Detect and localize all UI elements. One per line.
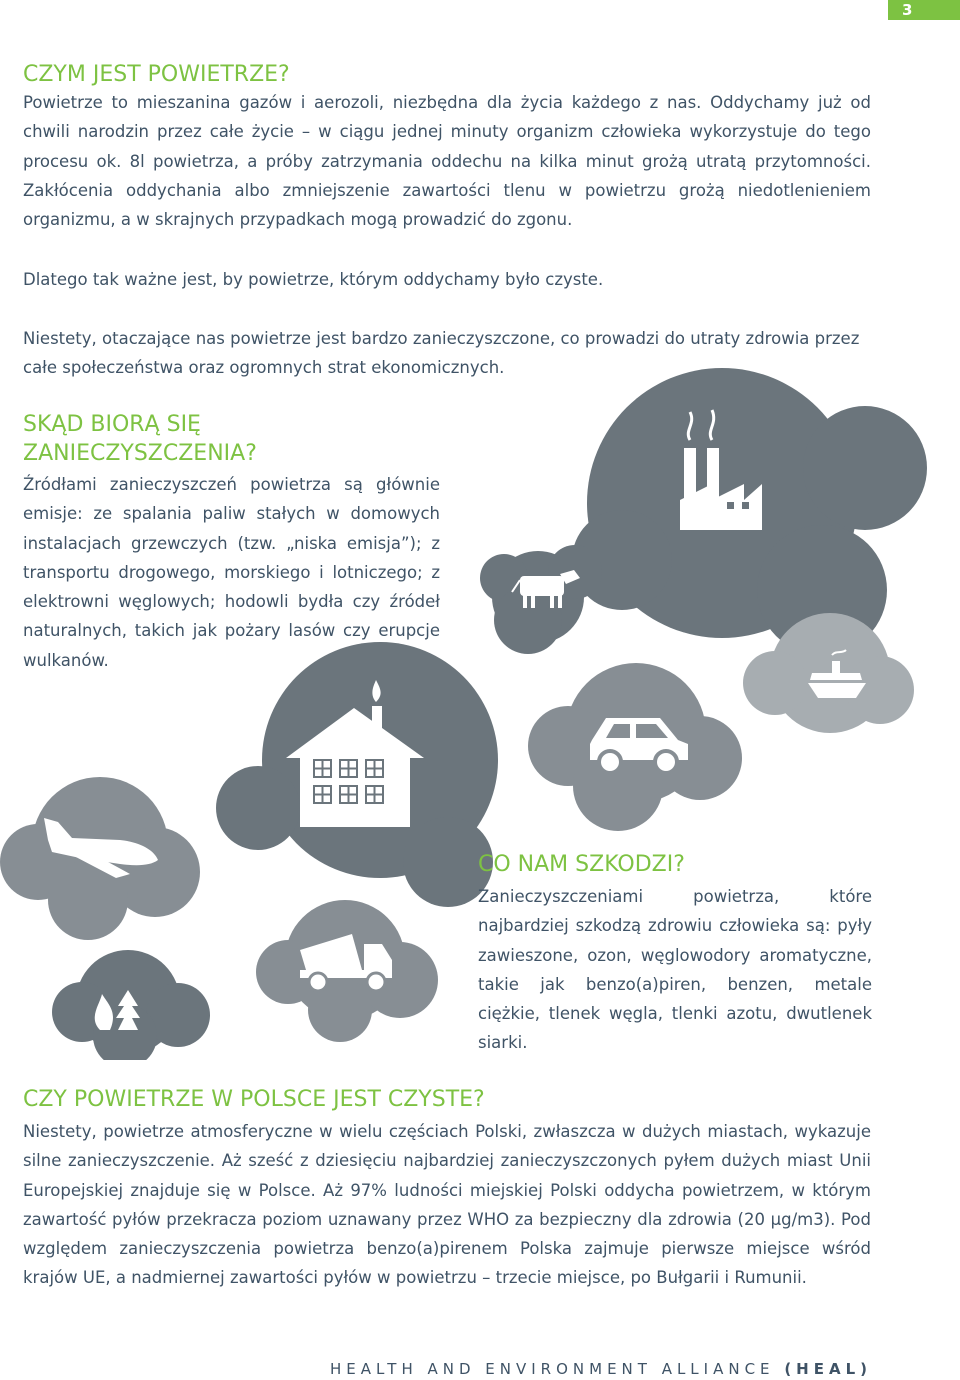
heading-air-in-poland: CZY POWIETRZE W POLSCE JEST CZYSTE? bbox=[23, 1087, 485, 1112]
paragraph-pollution-cost: Niestety, otaczające nas powietrze jest bardzo zanieczyszczone, co prowadzi do utraty zdrowia przez całe społeczeństwa oraz ogromnych strat ekonomicznych. bbox=[23, 329, 860, 378]
factory-cloud bbox=[572, 368, 927, 655]
paragraph-air-definition: Powietrze to mieszanina gazów i aerozoli, niezbędna dla życia każdego z nas. Oddychamy już od chwili narodzin przez całe życie – w ciągu jednej minuty organizm człowieka wykorzystuje do tego procesu ok. 8l powietrza, a próby zatrzymania oddechu na kilka minut grożą utratą przytomności. Zakłócenia oddychania albo zmniejszenie zawartości tlenu w powietrzu grożą niedotlenieniem organizmu, a w skrajnych przypadkach mogą prowadzić do zgonu. bbox=[23, 93, 871, 230]
page-number: 3 bbox=[888, 0, 960, 20]
heading-what-is-air: CZYM JEST POWIETRZE? bbox=[23, 62, 290, 87]
paragraph-air-in-poland: Niestety, powietrze atmosferyczne w wielu częściach Polski, zwłaszcza w dużych miastach, wykazuje silne zanieczyszczenie. Aż sześć z dziesięciu najbardziej zanieczyszczonych pyłem dużych miast Unii Europejskiej znajduje się w Polsce. Aż 97% ludności miejskiej Polski oddycha powietrzem, w którym zawartość pyłów przekracza poziom uznawany przez WHO za bezpieczny dla zdrowia (20 µg/m3). Pod względem zanieczyszczenia powietrza benzo(a)pirenem Polska zajmuje pierwsze miejsce wśród krajów UE, a nadmiernej zawartości pyłów w powietrzu – trzecie miejsce, po Bułgarii i Rumunii. bbox=[23, 1122, 871, 1288]
footer-organization-acronym: (HEAL) bbox=[784, 1360, 872, 1378]
truck-cloud bbox=[256, 900, 438, 1042]
ship-cloud bbox=[743, 613, 914, 733]
paragraph-pollution-sources: Źródłami zanieczyszczeń powietrza są głównie emisje: ze spalania paliw stałych w domowych instalacjach grzewczych (tzw. „niska emisja”); z transportu drogowego, morskiego i lotniczego; z elektrowni węglowych; hodowli bydła czy źródeł naturalnych, takich jak pożary lasów czy erupcje wulkanów. bbox=[23, 475, 440, 670]
airplane-cloud bbox=[0, 777, 200, 940]
footer-organization-name: HEALTH AND ENVIRONMENT ALLIANCE bbox=[329, 1360, 775, 1378]
car-cloud bbox=[528, 663, 742, 831]
house-cloud bbox=[216, 642, 498, 907]
cow-cloud bbox=[480, 545, 602, 654]
heading-what-harms-us: CO NAM SZKODZI? bbox=[478, 852, 685, 877]
footer-organization bbox=[330, 1360, 872, 1378]
paragraph-harmful-pollutants: Zanieczyszczeniami powietrza, które najbardziej szkodzą zdrowiu człowieka są: pyły zawieszone, ozon, węglowodory aromatyczne, takie jak benzo(a)piren, benzen, metale ciężkie, tlenek węgla, tlenki azotu, dwutlenek siarki. bbox=[478, 887, 872, 1053]
forest-fire-cloud bbox=[52, 950, 210, 1060]
paragraph-clean-air: Dlatego tak ważne jest, by powietrze, którym oddychamy było czyste. bbox=[23, 270, 604, 289]
heading-pollution-sources: SKĄD BIORĄ SIĘ ZANIECZYSZCZENIA? bbox=[23, 412, 257, 466]
